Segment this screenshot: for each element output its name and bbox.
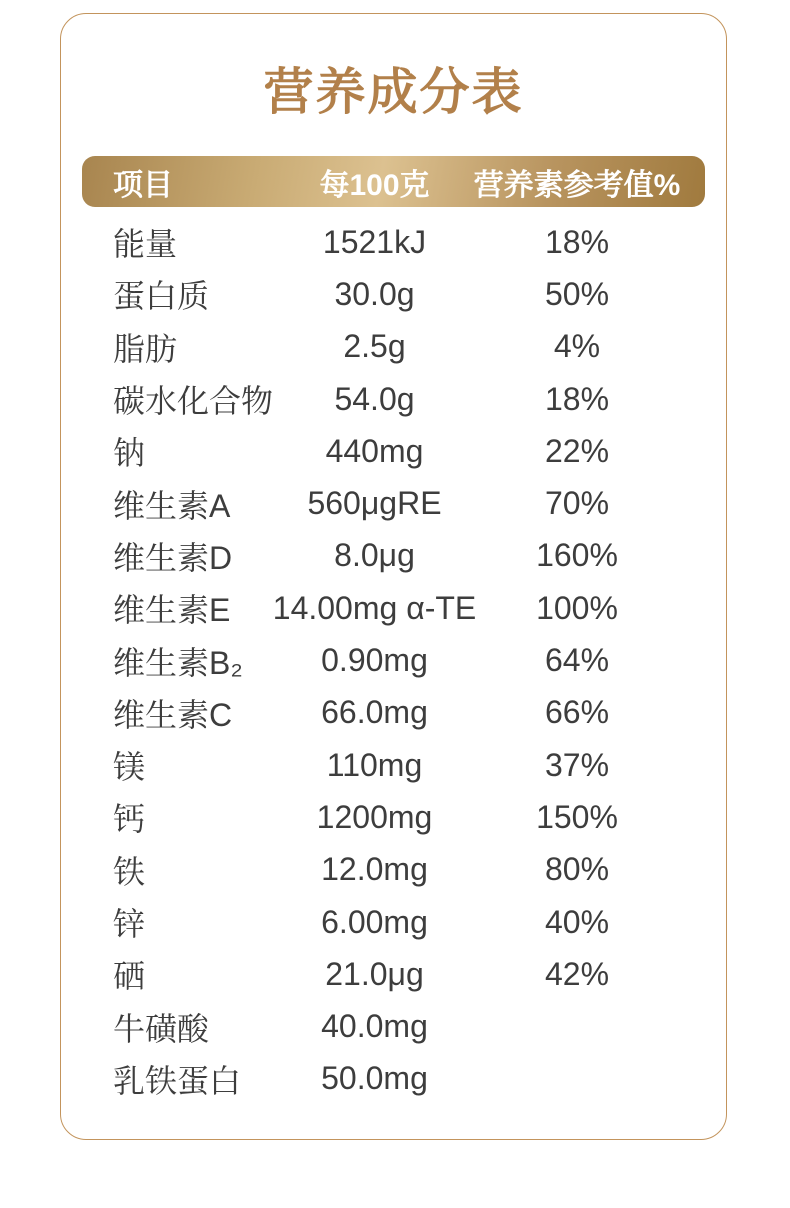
table-row <box>82 216 705 268</box>
table-body <box>82 216 705 1105</box>
nutrient-nrv: 70% <box>544 485 610 522</box>
nutrient-name: 脂肪 <box>113 330 178 367</box>
nutrient-nrv: 160% <box>536 537 618 574</box>
nutrient-amount: 40.0mg <box>321 1008 428 1045</box>
table-header <box>82 156 705 207</box>
nutrient-nrv: 18% <box>544 223 610 260</box>
nutrient-name: 维生素A <box>113 487 231 524</box>
nutrient-nrv: 66% <box>544 694 610 731</box>
table-row <box>82 321 705 373</box>
nutrient-name: 碳水化合物 <box>113 383 274 420</box>
nutrient-nrv: 50% <box>544 275 610 312</box>
nutrient-nrv: 22% <box>544 432 610 469</box>
table-row <box>82 1000 705 1052</box>
nutrient-nrv: 100% <box>536 589 618 626</box>
nutrient-amount: 0.90mg <box>321 642 428 679</box>
table-row <box>82 530 705 582</box>
nutrient-name: 维生素E <box>113 592 231 629</box>
table-row <box>82 687 705 739</box>
nutrient-nrv: 37% <box>544 746 610 783</box>
nutrient-nrv: 4% <box>553 328 601 365</box>
nutrient-name: 钙 <box>113 801 146 838</box>
nutrient-amount: 560μgRE <box>307 485 442 522</box>
nutrient-amount: 440mg <box>325 432 424 469</box>
nutrient-name: 镁 <box>113 749 146 786</box>
table-row <box>82 373 705 425</box>
nutrient-name: 锌 <box>113 906 146 942</box>
table-row <box>82 844 705 896</box>
nutrient-name: 维生素C <box>113 696 233 733</box>
nutrient-name: 能量 <box>113 226 178 263</box>
nutrient-amount: 8.0μg <box>334 537 415 574</box>
nutrient-name: 硒 <box>113 958 146 995</box>
nutrient-nrv: 150% <box>536 798 618 835</box>
nutrition-card <box>60 13 727 1140</box>
column-header-nrv-percent: 营养素参考值% <box>473 168 681 202</box>
table-row <box>82 477 705 529</box>
nutrient-amount: 21.0μg <box>325 955 424 992</box>
column-header-item: 项目 <box>113 168 173 202</box>
nutrient-name: 钠 <box>113 435 146 472</box>
nutrient-name: 蛋白质 <box>113 278 210 315</box>
nutrient-amount: 14.00mg α-TE <box>272 589 477 626</box>
nutrient-nrv: 40% <box>544 903 610 940</box>
nutrient-amount: 110mg <box>326 746 423 783</box>
table-row <box>82 1053 705 1105</box>
nutrient-amount: 54.0g <box>334 380 415 417</box>
nutrient-name: 铁 <box>113 853 146 890</box>
table-row <box>82 896 705 948</box>
nutrient-amount: 6.00mg <box>321 903 428 940</box>
nutrient-amount: 12.0mg <box>321 851 428 888</box>
nutrient-name: 维生素B₂ <box>113 644 243 681</box>
nutrient-name: 维生素D <box>113 539 233 576</box>
nutrient-nrv: 80% <box>544 851 610 888</box>
page-title: 营养成分表 <box>263 64 524 120</box>
nutrient-amount: 50.0mg <box>321 1060 428 1097</box>
table-row <box>82 948 705 1000</box>
nutrient-amount: 1521kJ <box>322 223 427 260</box>
table-row <box>82 582 705 634</box>
nutrient-amount: 30.0g <box>334 275 415 312</box>
nutrient-nrv: 42% <box>544 955 610 992</box>
nutrient-amount: 2.5g <box>343 328 406 365</box>
table-row <box>82 739 705 791</box>
nutrient-nrv: 64% <box>544 642 610 679</box>
nutrient-amount: 66.0mg <box>321 694 428 731</box>
nutrient-name: 牛磺酸 <box>113 1010 210 1047</box>
table-row <box>82 268 705 320</box>
table-row <box>82 791 705 843</box>
table-row <box>82 425 705 477</box>
column-header-per-100g: 每100克 <box>319 168 430 202</box>
nutrient-amount: 1200mg <box>316 798 433 835</box>
nutrient-name: 乳铁蛋白 <box>113 1062 242 1099</box>
table-row <box>82 634 705 686</box>
nutrient-nrv: 18% <box>544 380 610 417</box>
